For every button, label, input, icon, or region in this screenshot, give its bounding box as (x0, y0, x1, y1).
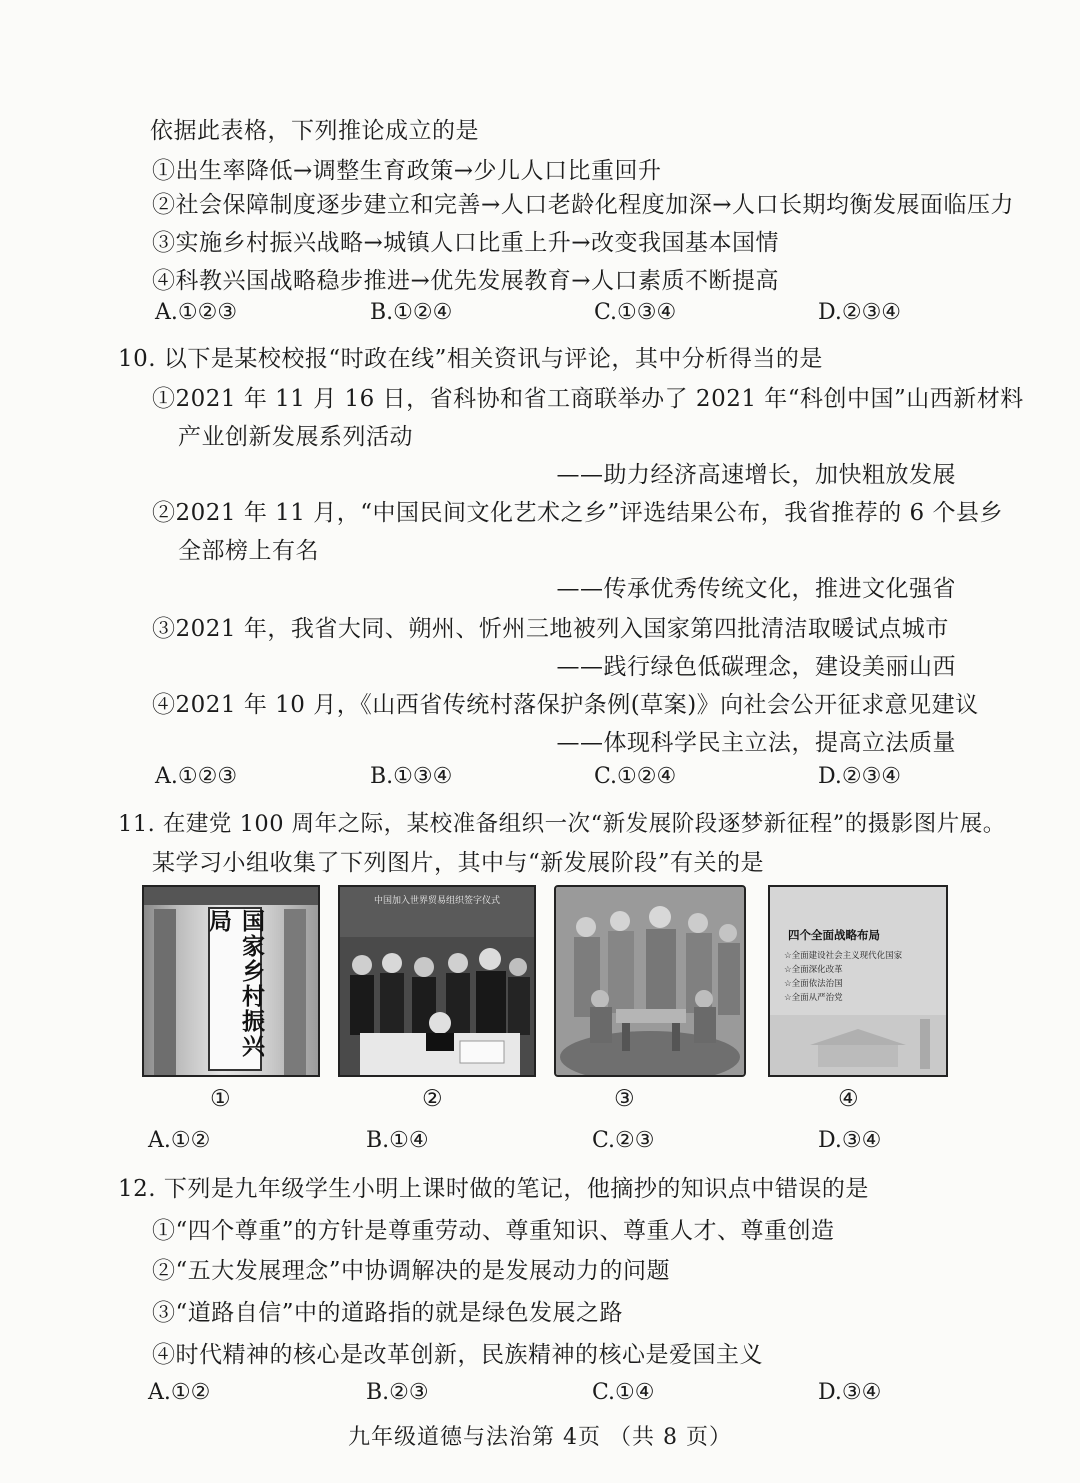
q10-item-2-comment: ——传承优秀传统文化，推进文化强省 (556, 576, 956, 602)
q10-item-1-comment: ——助力经济高速增长，加快粗放发展 (556, 462, 956, 488)
signing-ceremony-figures (340, 937, 534, 1075)
q9-item-1: ①出生率降低→调整生育政策→少儿人口比重回升 (152, 158, 662, 184)
sculpture-figures (556, 887, 744, 1075)
q9-choice-c: C.①③④ (594, 300, 677, 325)
board-item-2: ☆全面深化改革 (784, 965, 843, 975)
q11-stem-line-1: 11. 在建党 100 周年之际，某校准备组织一次“新发展阶段逐梦新征程”的摄影图片展。 (118, 811, 1006, 837)
q11-choice-a: A.①② (148, 1128, 211, 1153)
q11-choice-c: C.②③ (592, 1128, 655, 1153)
q11-choice-b: B.①④ (366, 1128, 429, 1153)
q10-item-3-comment: ——践行绿色低碳理念，建设美丽山西 (556, 654, 956, 680)
q10-item-4-comment: ——体现科学民主立法，提高立法质量 (556, 730, 956, 756)
board-item-3: ☆全面依法治国 (784, 979, 843, 989)
q9-item-2: ②社会保障制度逐步建立和完善→人口老龄化程度加深→人口长期均衡发展面临压力 (152, 192, 1015, 218)
q12-choice-c: C.①④ (592, 1380, 655, 1405)
board-item-1: ☆全面建设社会主义现代化国家 (784, 951, 903, 961)
q10-choice-d: D.②③④ (818, 764, 902, 789)
q9-intro: 依据此表格，下列推论成立的是 (150, 118, 479, 144)
caption-3: ③ (614, 1086, 635, 1112)
q9-item-3: ③实施乡村振兴战略→城镇人口比重上升→改变我国基本国情 (152, 230, 780, 256)
q10-stem: 10. 以下是某校校报“时政在线”相关资讯与评论，其中分析得当的是 (118, 346, 823, 372)
picture-wto-signing (338, 885, 536, 1077)
q12-choice-b: B.②③ (366, 1380, 429, 1405)
q12-stem: 12. 下列是九年级学生小明上课时做的笔记，他摘抄的知识点中错误的是 (118, 1176, 869, 1202)
q12-choice-a: A.①② (148, 1380, 211, 1405)
q10-item-2-line-2: 全部榜上有名 (178, 538, 319, 564)
q10-item-1-line-1: ①2021 年 11 月 16 日，省科协和省工商联举办了 2021 年“科创中国”山西新材料 (152, 386, 1024, 412)
q12-item-4: ④时代精神的核心是改革创新，民族精神的核心是爱国主义 (152, 1342, 763, 1368)
sign-text: 国家乡村振兴局 (205, 909, 265, 1059)
wto-banner: 中国加入世界贸易组织签字仪式 (373, 896, 500, 906)
q10-choice-c: C.①②④ (594, 764, 677, 789)
picture-rural-revitalization-bureau (142, 885, 320, 1077)
page-footer: 九年级道德与法治第 4页 （共 8 页） (348, 1425, 732, 1450)
board-title: 四个全面战略布局 (788, 928, 880, 942)
q10-item-3-line-1: ③2021 年，我省大同、朔州、忻州三地被列入国家第四批清洁取暖试点城市 (152, 616, 949, 642)
caption-4: ④ (838, 1086, 859, 1112)
q9-choice-d: D.②③④ (818, 300, 902, 325)
picture-sculpture-group (554, 885, 746, 1077)
picture-four-comprehensives (768, 885, 948, 1077)
q9-item-4: ④科教兴国战略稳步推进→优先发展教育→人口素质不断提高 (152, 268, 780, 294)
q12-item-1: ①“四个尊重”的方针是尊重劳动、尊重知识、尊重人才、尊重创造 (152, 1218, 835, 1244)
tiananmen-silhouette-icon (770, 1015, 946, 1075)
q10-item-4-line-1: ④2021 年 10 月，《山西省传统村落保护条例(草案)》向社会公开征求意见建议 (152, 692, 979, 718)
q9-choice-a: A.①②③ (155, 300, 238, 325)
q10-item-2-line-1: ②2021 年 11 月，“中国民间文化艺术之乡”评选结果公布，我省推荐的 6 个县乡 (152, 500, 1004, 526)
q10-choice-b: B.①③④ (370, 764, 453, 789)
q11-choice-d: D.③④ (818, 1128, 882, 1153)
q9-choice-b: B.①②④ (370, 300, 453, 325)
q10-item-1-line-2: 产业创新发展系列活动 (178, 424, 413, 450)
q10-choice-a: A.①②③ (155, 764, 238, 789)
q12-choice-d: D.③④ (818, 1380, 882, 1405)
q12-item-2: ②“五大发展理念”中协调解决的是发展动力的问题 (152, 1258, 671, 1284)
caption-1: ① (210, 1086, 231, 1112)
board-item-4: ☆全面从严治党 (784, 993, 843, 1003)
q11-stem-line-2: 某学习小组收集了下列图片，其中与“新发展阶段”有关的是 (152, 850, 765, 876)
q12-item-3: ③“道路自信”中的道路指的就是绿色发展之路 (152, 1300, 624, 1326)
caption-2: ② (422, 1086, 443, 1112)
